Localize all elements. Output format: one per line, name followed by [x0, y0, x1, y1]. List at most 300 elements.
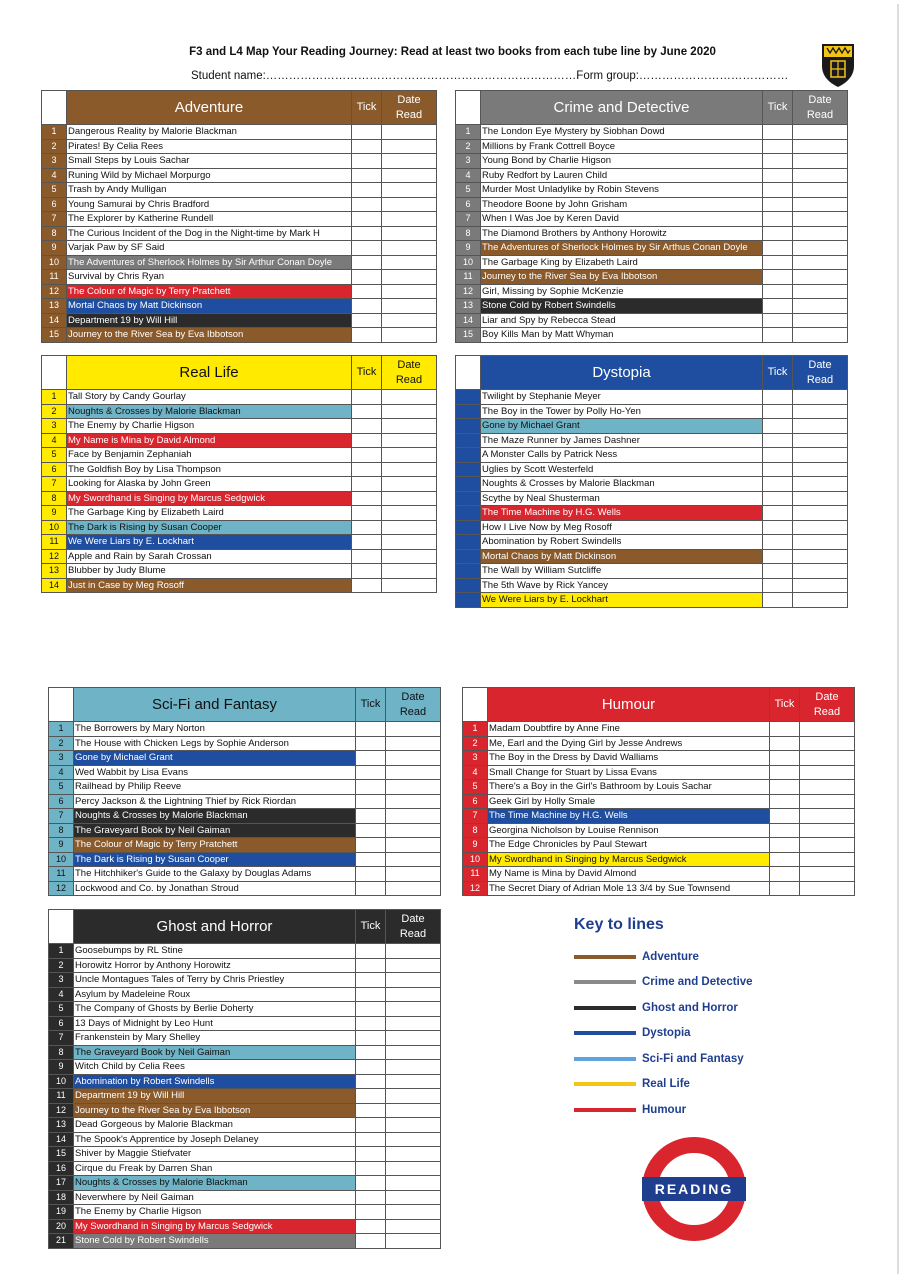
book-number: 6	[42, 462, 67, 477]
book-title: Murder Most Unladylike by Robin Stevens	[481, 183, 763, 198]
book-title: Young Samurai by Chris Bradford	[67, 197, 352, 212]
book-title: Looking for Alaska by John Green	[67, 477, 352, 492]
book-row	[42, 462, 437, 477]
tick-cell[interactable]	[352, 506, 382, 521]
book-title: The Maze Runner by James Dashner	[481, 433, 763, 448]
tick-cell[interactable]	[352, 462, 382, 477]
tick-cell[interactable]	[356, 838, 386, 853]
book-number: 7	[49, 1031, 74, 1046]
date-read-cell[interactable]	[793, 448, 848, 463]
date-read-cell[interactable]	[386, 1161, 441, 1176]
book-row	[49, 881, 441, 896]
tick-cell[interactable]	[356, 1147, 386, 1162]
tick-cell[interactable]	[356, 1205, 386, 1220]
date-read-cell[interactable]	[793, 404, 848, 419]
tick-cell[interactable]	[352, 535, 382, 550]
date-read-cell[interactable]	[382, 241, 437, 256]
date-read-cell[interactable]	[386, 1031, 441, 1046]
tick-cell[interactable]	[763, 183, 793, 198]
date-read-cell[interactable]	[793, 578, 848, 593]
date-read-cell[interactable]	[793, 491, 848, 506]
tick-cell[interactable]	[356, 1190, 386, 1205]
date-read-cell[interactable]	[382, 404, 437, 419]
book-title: The Garbage King by Elizabeth Laird	[481, 255, 763, 270]
tick-cell[interactable]	[352, 270, 382, 285]
date-read-cell[interactable]	[382, 477, 437, 492]
tick-cell[interactable]	[352, 564, 382, 579]
date-read-cell[interactable]	[382, 448, 437, 463]
tick-cell[interactable]	[763, 549, 793, 564]
tick-cell[interactable]	[356, 1060, 386, 1075]
tick-cell[interactable]	[352, 491, 382, 506]
date-read-cell[interactable]	[793, 535, 848, 550]
date-read-cell[interactable]	[793, 313, 848, 328]
tick-cell[interactable]	[356, 944, 386, 959]
page-edge	[897, 4, 899, 1274]
tick-cell[interactable]	[763, 255, 793, 270]
book-row	[456, 139, 848, 154]
date-read-cell[interactable]	[793, 284, 848, 299]
tick-cell[interactable]	[770, 809, 800, 824]
tick-cell[interactable]	[763, 168, 793, 183]
book-number: 9	[456, 241, 481, 256]
date-read-cell[interactable]	[800, 751, 855, 766]
date-read-cell[interactable]	[382, 125, 437, 140]
tick-column-header: Tick	[763, 91, 793, 125]
tick-cell[interactable]	[356, 1234, 386, 1249]
tick-cell[interactable]	[356, 794, 386, 809]
tick-cell[interactable]	[763, 197, 793, 212]
date-read-cell[interactable]	[793, 433, 848, 448]
date-read-cell[interactable]	[386, 881, 441, 896]
book-row	[42, 284, 437, 299]
tick-cell[interactable]	[356, 751, 386, 766]
date-read-cell[interactable]	[800, 838, 855, 853]
tick-cell[interactable]	[352, 313, 382, 328]
book-row	[49, 722, 441, 737]
tick-cell[interactable]	[770, 780, 800, 795]
date-read-cell[interactable]	[386, 1045, 441, 1060]
date-read-cell[interactable]	[793, 520, 848, 535]
book-number: 8	[463, 823, 488, 838]
date-read-cell[interactable]	[793, 270, 848, 285]
book-row	[49, 1089, 441, 1104]
tick-cell[interactable]	[352, 226, 382, 241]
book-title: A Monster Calls by Patrick Ness	[481, 448, 763, 463]
book-number: 9	[456, 506, 481, 521]
book-number: 6	[456, 462, 481, 477]
key-label: Ghost and Horror	[642, 1001, 738, 1014]
date-read-cell[interactable]	[382, 433, 437, 448]
tick-column-header: Tick	[763, 356, 793, 390]
tick-cell[interactable]	[356, 1074, 386, 1089]
page-title: F3 and L4 Map Your Reading Journey: Read at least two books from each tube line by June 2020	[189, 46, 716, 58]
tick-cell[interactable]	[770, 838, 800, 853]
book-row	[49, 765, 441, 780]
dystopia-reading-list	[455, 355, 848, 608]
tick-cell[interactable]	[356, 1103, 386, 1118]
date-read-cell[interactable]	[382, 328, 437, 343]
date-read-cell[interactable]	[386, 1190, 441, 1205]
date-read-cell[interactable]	[793, 506, 848, 521]
tick-cell[interactable]	[352, 125, 382, 140]
book-title: Noughts & Crosses by Malorie Blackman	[74, 1176, 356, 1191]
date-read-cell[interactable]	[793, 390, 848, 405]
tick-cell[interactable]	[352, 183, 382, 198]
date-read-cell[interactable]	[793, 593, 848, 608]
tick-cell[interactable]	[763, 299, 793, 314]
tick-cell[interactable]	[356, 1031, 386, 1046]
tick-cell[interactable]	[763, 241, 793, 256]
date-read-cell[interactable]	[793, 241, 848, 256]
date-read-cell[interactable]	[793, 226, 848, 241]
line-title: Real Life	[67, 356, 352, 390]
date-read-cell[interactable]	[382, 491, 437, 506]
tick-cell[interactable]	[356, 958, 386, 973]
book-row	[463, 751, 855, 766]
header-corner	[42, 356, 67, 390]
book-row	[49, 1002, 441, 1017]
tick-cell[interactable]	[763, 593, 793, 608]
tick-cell[interactable]	[356, 1118, 386, 1133]
tick-cell[interactable]	[352, 549, 382, 564]
date-read-cell[interactable]	[793, 328, 848, 343]
book-row	[42, 477, 437, 492]
book-row	[42, 270, 437, 285]
date-read-cell[interactable]	[386, 1205, 441, 1220]
tick-cell[interactable]	[763, 390, 793, 405]
tick-cell[interactable]	[356, 1045, 386, 1060]
date-read-cell[interactable]	[382, 520, 437, 535]
book-row	[42, 448, 437, 463]
date-read-cell[interactable]	[386, 838, 441, 853]
book-title: Journey to the River Sea by Eva Ibbotson	[67, 328, 352, 343]
tick-cell[interactable]	[763, 419, 793, 434]
date-read-cell[interactable]	[800, 794, 855, 809]
date-read-cell[interactable]	[386, 1219, 441, 1234]
book-row	[49, 944, 441, 959]
tick-cell[interactable]	[763, 564, 793, 579]
tick-cell[interactable]	[356, 881, 386, 896]
crime-detective-reading-list	[455, 90, 848, 343]
date-read-cell[interactable]	[793, 154, 848, 169]
tick-cell[interactable]	[352, 328, 382, 343]
book-number: 11	[42, 535, 67, 550]
tick-cell[interactable]	[356, 722, 386, 737]
tick-cell[interactable]	[763, 477, 793, 492]
tick-cell[interactable]	[356, 1176, 386, 1191]
book-title: Face by Benjamin Zephaniah	[67, 448, 352, 463]
tick-cell[interactable]	[352, 390, 382, 405]
tick-cell[interactable]	[770, 751, 800, 766]
tick-cell[interactable]	[763, 226, 793, 241]
date-read-cell[interactable]	[386, 1089, 441, 1104]
date-read-cell[interactable]	[382, 299, 437, 314]
book-row	[456, 564, 848, 579]
tick-cell[interactable]	[352, 404, 382, 419]
date-read-cell[interactable]	[793, 125, 848, 140]
tick-cell[interactable]	[356, 852, 386, 867]
date-read-cell[interactable]	[800, 823, 855, 838]
date-read-cell[interactable]	[386, 1132, 441, 1147]
book-title: Small Change for Stuart by Lissa Evans	[488, 765, 770, 780]
date-read-cell[interactable]	[386, 722, 441, 737]
book-row	[42, 255, 437, 270]
date-read-cell[interactable]	[386, 1118, 441, 1133]
book-number: 8	[456, 226, 481, 241]
key-item	[574, 1072, 753, 1098]
date-read-cell[interactable]	[386, 1016, 441, 1031]
date-read-cell[interactable]	[386, 1060, 441, 1075]
date-read-cell[interactable]	[382, 390, 437, 405]
tick-cell[interactable]	[763, 448, 793, 463]
tick-cell[interactable]	[356, 987, 386, 1002]
tick-cell[interactable]	[352, 255, 382, 270]
tick-cell[interactable]	[770, 852, 800, 867]
date-read-cell[interactable]	[382, 255, 437, 270]
tick-cell[interactable]	[356, 765, 386, 780]
date-read-cell[interactable]	[386, 823, 441, 838]
book-number: 3	[42, 419, 67, 434]
tick-cell[interactable]	[770, 823, 800, 838]
tick-cell[interactable]	[763, 535, 793, 550]
book-title: Noughts & Crosses by Malorie Blackman	[67, 404, 352, 419]
date-read-cell[interactable]	[386, 1176, 441, 1191]
tick-cell[interactable]	[356, 1161, 386, 1176]
date-read-cell[interactable]	[800, 809, 855, 824]
date-read-cell[interactable]	[793, 477, 848, 492]
tick-cell[interactable]	[352, 448, 382, 463]
book-number: 13	[42, 299, 67, 314]
book-row	[42, 299, 437, 314]
date-read-cell[interactable]	[386, 765, 441, 780]
tick-cell[interactable]	[356, 1219, 386, 1234]
tick-cell[interactable]	[352, 212, 382, 227]
book-row	[42, 139, 437, 154]
book-title: Theodore Boone by John Grisham	[481, 197, 763, 212]
book-number: 1	[456, 125, 481, 140]
date-read-cell[interactable]	[793, 255, 848, 270]
book-title: Journey to the River Sea by Eva Ibbotson	[74, 1103, 356, 1118]
tick-cell[interactable]	[770, 736, 800, 751]
date-read-cell[interactable]	[386, 780, 441, 795]
tick-cell[interactable]	[763, 433, 793, 448]
tick-cell[interactable]	[352, 197, 382, 212]
tick-cell[interactable]	[770, 794, 800, 809]
tick-cell[interactable]	[352, 168, 382, 183]
tick-cell[interactable]	[352, 299, 382, 314]
date-read-cell[interactable]	[793, 212, 848, 227]
book-title: Abomination by Robert Swindells	[74, 1074, 356, 1089]
tick-cell[interactable]	[356, 1089, 386, 1104]
date-read-cell[interactable]	[386, 1074, 441, 1089]
tick-cell[interactable]	[763, 462, 793, 477]
tick-cell[interactable]	[763, 154, 793, 169]
book-title: Twilight by Stephanie Meyer	[481, 390, 763, 405]
book-number: 14	[42, 578, 67, 593]
tick-cell[interactable]	[763, 506, 793, 521]
date-read-cell[interactable]	[386, 973, 441, 988]
book-title: The Dark is Rising by Susan Cooper	[74, 852, 356, 867]
date-read-cell[interactable]	[793, 197, 848, 212]
tick-cell[interactable]	[356, 1132, 386, 1147]
tick-cell[interactable]	[352, 154, 382, 169]
date-read-column-header: Date Read	[793, 356, 848, 390]
tick-cell[interactable]	[352, 419, 382, 434]
tick-cell[interactable]	[356, 809, 386, 824]
line-title: Crime and Detective	[481, 91, 763, 125]
header-corner	[49, 910, 74, 944]
date-read-cell[interactable]	[382, 270, 437, 285]
date-read-cell[interactable]	[386, 944, 441, 959]
book-title: Witch Child by Celia Rees	[74, 1060, 356, 1075]
tick-cell[interactable]	[763, 520, 793, 535]
tick-cell[interactable]	[356, 973, 386, 988]
date-read-cell[interactable]	[382, 419, 437, 434]
date-read-cell[interactable]	[386, 736, 441, 751]
date-read-cell[interactable]	[382, 462, 437, 477]
book-row	[49, 1074, 441, 1089]
date-read-cell[interactable]	[386, 852, 441, 867]
date-read-cell[interactable]	[793, 183, 848, 198]
date-read-cell[interactable]	[793, 299, 848, 314]
tick-cell[interactable]	[763, 313, 793, 328]
key-label: Adventure	[642, 950, 699, 963]
date-read-cell[interactable]	[793, 139, 848, 154]
date-read-cell[interactable]	[793, 564, 848, 579]
tick-cell[interactable]	[356, 1016, 386, 1031]
tick-cell[interactable]	[763, 139, 793, 154]
book-number: 4	[42, 168, 67, 183]
date-read-cell[interactable]	[386, 958, 441, 973]
date-read-cell[interactable]	[793, 549, 848, 564]
tick-cell[interactable]	[352, 477, 382, 492]
date-read-cell[interactable]	[382, 564, 437, 579]
tick-cell[interactable]	[356, 867, 386, 882]
book-number: 3	[49, 751, 74, 766]
tick-cell[interactable]	[770, 765, 800, 780]
date-read-cell[interactable]	[382, 154, 437, 169]
date-read-cell[interactable]	[800, 867, 855, 882]
date-read-cell[interactable]	[793, 462, 848, 477]
date-read-cell[interactable]	[386, 867, 441, 882]
book-title: The Wall by William Sutcliffe	[481, 564, 763, 579]
date-read-cell[interactable]	[382, 168, 437, 183]
tick-cell[interactable]	[356, 780, 386, 795]
key-label: Real Life	[642, 1078, 690, 1091]
date-read-cell[interactable]	[386, 1147, 441, 1162]
book-row	[49, 1219, 441, 1234]
book-title: Lockwood and Co. by Jonathan Stroud	[74, 881, 356, 896]
book-title: Gone by Michael Grant	[74, 751, 356, 766]
book-row	[49, 1016, 441, 1031]
date-read-cell[interactable]	[800, 881, 855, 896]
tick-cell[interactable]	[763, 212, 793, 227]
book-row	[42, 168, 437, 183]
tick-cell[interactable]	[352, 578, 382, 593]
tick-cell[interactable]	[763, 578, 793, 593]
date-read-cell[interactable]	[382, 183, 437, 198]
date-read-cell[interactable]	[382, 506, 437, 521]
date-read-cell[interactable]	[386, 751, 441, 766]
tick-cell[interactable]	[352, 139, 382, 154]
date-read-cell[interactable]	[793, 168, 848, 183]
tick-cell[interactable]	[356, 823, 386, 838]
book-row	[456, 226, 848, 241]
tick-cell[interactable]	[770, 881, 800, 896]
tick-cell[interactable]	[352, 520, 382, 535]
date-read-cell[interactable]	[386, 1234, 441, 1249]
book-number: 1	[49, 722, 74, 737]
date-read-cell[interactable]	[793, 419, 848, 434]
header-corner	[456, 356, 481, 390]
date-read-cell[interactable]	[382, 313, 437, 328]
key-item	[574, 1021, 753, 1047]
key-label: Crime and Detective	[642, 976, 753, 989]
date-read-cell[interactable]	[382, 226, 437, 241]
date-read-cell[interactable]	[382, 197, 437, 212]
date-read-cell[interactable]	[382, 284, 437, 299]
date-read-cell[interactable]	[386, 794, 441, 809]
date-read-cell[interactable]	[800, 736, 855, 751]
tick-cell[interactable]	[763, 328, 793, 343]
book-row	[49, 809, 441, 824]
tick-cell[interactable]	[356, 1002, 386, 1017]
tick-cell[interactable]	[763, 284, 793, 299]
date-read-cell[interactable]	[382, 578, 437, 593]
tick-cell[interactable]	[763, 491, 793, 506]
book-title: Noughts & Crosses by Malorie Blackman	[74, 809, 356, 824]
book-title: Mortal Chaos by Matt Dickinson	[67, 299, 352, 314]
tick-cell[interactable]	[770, 722, 800, 737]
book-row	[456, 197, 848, 212]
tick-cell[interactable]	[352, 433, 382, 448]
tick-cell[interactable]	[352, 284, 382, 299]
tick-cell[interactable]	[763, 125, 793, 140]
date-read-cell[interactable]	[382, 549, 437, 564]
tick-cell[interactable]	[763, 270, 793, 285]
date-read-cell[interactable]	[382, 212, 437, 227]
tick-cell[interactable]	[352, 241, 382, 256]
key-title: Key to lines	[574, 916, 664, 933]
book-row	[49, 1031, 441, 1046]
date-read-cell[interactable]	[386, 1002, 441, 1017]
date-read-cell[interactable]	[382, 535, 437, 550]
book-row	[49, 852, 441, 867]
school-crest-icon	[820, 42, 856, 88]
book-number: 14	[49, 1132, 74, 1147]
date-read-cell[interactable]	[386, 987, 441, 1002]
date-read-cell[interactable]	[800, 780, 855, 795]
date-read-cell[interactable]	[800, 765, 855, 780]
tick-cell[interactable]	[770, 867, 800, 882]
date-read-cell[interactable]	[382, 139, 437, 154]
book-title: The Enemy by Charlie Higson	[74, 1205, 356, 1220]
date-read-cell[interactable]	[800, 722, 855, 737]
date-read-cell[interactable]	[800, 852, 855, 867]
date-read-cell[interactable]	[386, 809, 441, 824]
date-read-cell[interactable]	[386, 1103, 441, 1118]
header-corner	[463, 688, 488, 722]
tick-cell[interactable]	[356, 736, 386, 751]
book-number: 13	[42, 564, 67, 579]
book-title: The Colour of Magic by Terry Pratchett	[67, 284, 352, 299]
tick-cell[interactable]	[763, 404, 793, 419]
book-number: 15	[456, 593, 481, 608]
book-number: 8	[49, 823, 74, 838]
book-number: 13	[49, 1118, 74, 1133]
book-title: Ruby Redfort by Lauren Child	[481, 168, 763, 183]
